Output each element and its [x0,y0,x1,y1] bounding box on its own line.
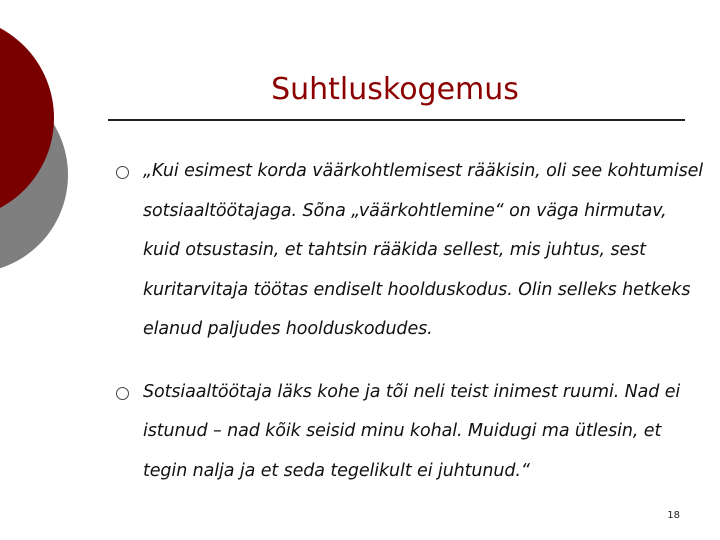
bullet-item [116,373,706,492]
bullet-text: „Kui esimest korda väärkohtlemisest rääkisin, oli see kohtumisel sotsiaaltöötajaga. Sõna „väärkohtlemine“ on väga hirmutav, kuid otsustasin, et tahtsin rääkida sellest, mis juhtus, sest kuritarvitaja töötas endiselt hoolduskodus. Olin selleks hetkeks elanud paljudes hoolduskodudes. [143,161,704,339]
bullet-text: Sotsiaaltöötaja läks kohe ja tõi neli teist inimest ruumi. Nad ei istunud – nad kõik seisid minu kohal. Muidugi ma ütlesin, et tegin nalja ja et seda tegelikult ei juhtunud.“ [143,381,681,481]
bullet-item [116,152,706,350]
hollow-circle-bullet-icon [116,166,129,179]
page-number: 18 [667,510,680,521]
decorative-circles [0,0,100,300]
slide-title: Suhtluskogemus [271,72,519,107]
title-divider [108,119,685,121]
hollow-circle-bullet-icon [116,387,129,400]
bullet-list [116,152,706,491]
